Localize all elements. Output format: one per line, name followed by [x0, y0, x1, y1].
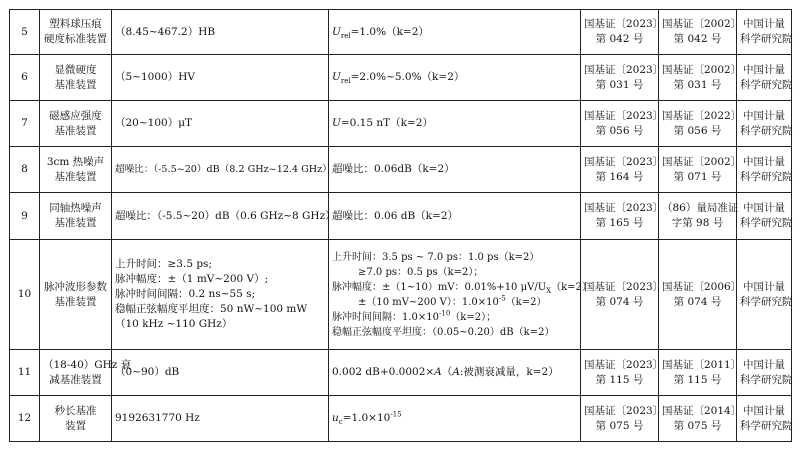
- measurement-range: 超噪比：（-5.5~20）dB（0.6 GHz~8 GHz）: [112, 193, 329, 240]
- uncertainty: $U_{rel}=2.0\%\sim 5.0\%(k=2)$: [329, 55, 581, 101]
- table-row: [10, 147, 792, 193]
- table-row: [10, 240, 792, 350]
- organization: 中国计量 科学研究院: [737, 101, 792, 147]
- organization: 中国计量 科学研究院: [737, 350, 792, 396]
- uncertainty: 上升时间：3.5 ps ~ 7.0 ps：1.0 ps（k=2） ≥7.0 ps：0.5 ps（k=2）； 脉冲幅度：±（1~10）mV：0.01%+10 $\mu V/U_X(k=2)$ ±（10 mV~200 V）：$1.0\times 10^{-5}(k=2)$ 脉冲时间间隔：$1.0\times 10^{-10}(k=2)$； 稳幅正弦幅度平坦度：（0.05~0.20）dB（k=2）: [329, 240, 581, 350]
- row-number: 10: [10, 240, 40, 350]
- measurement-range: （20~100）μT: [112, 101, 329, 147]
- organization: 中国计量 科学研究院: [737, 147, 792, 193]
- organization: 中国计量 科学研究院: [737, 240, 792, 350]
- device-name: 脉冲波形参数 基准装置: [40, 240, 112, 350]
- device-name: 显微硬度 基准装置: [40, 55, 112, 101]
- table-row: [10, 101, 792, 147]
- organization: 中国计量 科学研究院: [737, 193, 792, 240]
- uncertainty: $u_c=1.0\times 10^{-15}$: [329, 396, 581, 442]
- certificate-number: 国基证〔2023〕 第 031 号: [581, 55, 659, 101]
- row-number: 12: [10, 396, 40, 442]
- row-number: 9: [10, 193, 40, 240]
- device-name: 3cm 热噪声 基准装置: [40, 147, 112, 193]
- uncertainty: 超噪比：0.06dB（k=2）: [329, 147, 581, 193]
- certificate-number: 国基证〔2023〕 第 164 号: [581, 147, 659, 193]
- measurement-range: （8.45~467.2）HB: [112, 10, 329, 55]
- table-row: [10, 10, 792, 55]
- certificate-number: 国基证〔2023〕 第 115 号: [581, 350, 659, 396]
- uncertainty: 0.002 dB+0.0002×A（A:被测衰减量，k=2）: [329, 350, 581, 396]
- certificate-number: 国基证〔2023〕 第 075 号: [581, 396, 659, 442]
- row-number: 5: [10, 10, 40, 55]
- measurement-range: （0~90）dB: [112, 350, 329, 396]
- certificate-number: 国基证〔2023〕 第 165 号: [581, 193, 659, 240]
- row-number: 6: [10, 55, 40, 101]
- uncertainty: $U_{rel}=1.0\%(k=2)$: [329, 10, 581, 55]
- device-name: 同轴热噪声 基准装置: [40, 193, 112, 240]
- device-name: 磁感应强度 基准装置: [40, 101, 112, 147]
- organization: 中国计量 科学研究院: [737, 55, 792, 101]
- table-row: [10, 55, 792, 101]
- uncertainty: U=0.15 nT（k=2）: [329, 101, 581, 147]
- original-certificate-number: 国基证〔2022〕 第 056 号: [659, 101, 737, 147]
- original-certificate-number: 国基证〔2014〕 第 075 号: [659, 396, 737, 442]
- row-number: 8: [10, 147, 40, 193]
- original-certificate-number: （86）量局准证 字第 98 号: [659, 193, 737, 240]
- uncertainty: 超噪比：0.06 dB（k=2）: [329, 193, 581, 240]
- original-certificate-number: 国基证〔2002〕 第 042 号: [659, 10, 737, 55]
- original-certificate-number: 国基证〔2006〕 第 074 号: [659, 240, 737, 350]
- certificate-number: 国基证〔2023〕 第 074 号: [581, 240, 659, 350]
- original-certificate-number: 国基证〔2002〕 第 071 号: [659, 147, 737, 193]
- original-certificate-number: 国基证〔2011〕 第 115 号: [659, 350, 737, 396]
- certificate-number: 国基证〔2023〕 第 042 号: [581, 10, 659, 55]
- original-certificate-number: 国基证〔2002〕 第 031 号: [659, 55, 737, 101]
- table-row: [10, 350, 792, 396]
- device-name: 秒长基准 装置: [40, 396, 112, 442]
- measurement-range: 上升时间：≥3.5 ps; 脉冲幅度：±（1 mV~200 V）; 脉冲时间间隔：0.2 ns~55 s; 稳幅正弦幅度平坦度：50 nW~100 mW （10 kHz ~110 GHz）: [112, 240, 329, 350]
- row-number: 11: [10, 350, 40, 396]
- row-number: 7: [10, 101, 40, 147]
- table-row: [10, 193, 792, 240]
- table-row: [10, 396, 792, 442]
- organization: 中国计量 科学研究院: [737, 396, 792, 442]
- measurement-range: 超噪比：（-5.5~20）dB（8.2 GHz~12.4 GHz）: [112, 147, 329, 193]
- certificate-number: 国基证〔2023〕 第 056 号: [581, 101, 659, 147]
- standards-table: [9, 9, 792, 442]
- measurement-range: （5~1000）HV: [112, 55, 329, 101]
- device-name: （18-40）GHz 衰 减基准装置: [40, 350, 112, 396]
- organization: 中国计量 科学研究院: [737, 10, 792, 55]
- measurement-range: 9192631770 Hz: [112, 396, 329, 442]
- device-name: 塑料球压痕 硬度标准装置: [40, 10, 112, 55]
